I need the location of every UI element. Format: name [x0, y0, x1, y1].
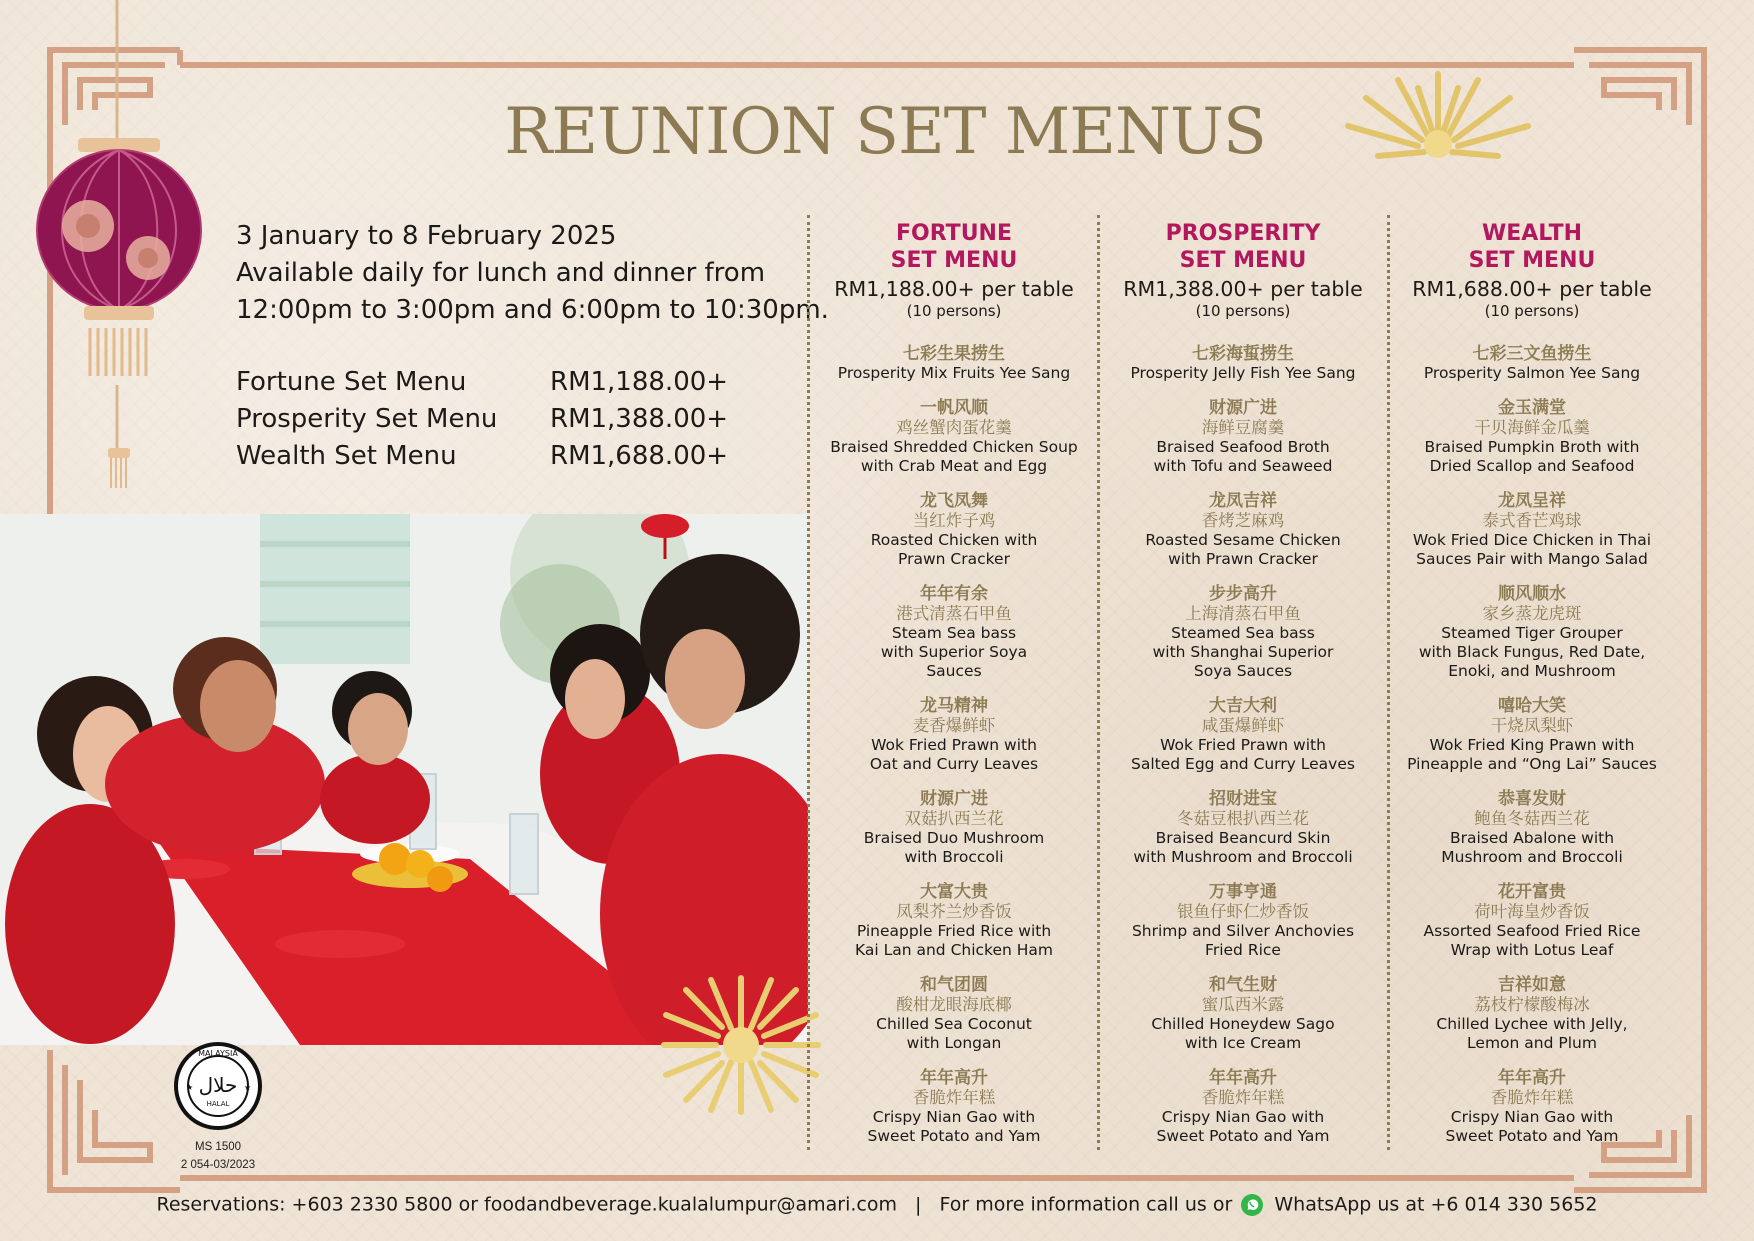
dish-english-name: Assorted Seafood Fried Rice Wrap with Lotus Leaf — [1423, 922, 1641, 959]
page-title: REUNION SET MENUS — [504, 95, 1266, 169]
dish-chinese-name: 咸蛋爆鲜虾 — [1201, 716, 1285, 735]
dish-item — [1396, 1068, 1668, 1146]
price-name: Prosperity Set Menu — [236, 404, 498, 434]
dish-item — [1107, 1068, 1379, 1146]
dish-english-name: Braised Beancurd Skin with Mushroom and Broccoli — [1133, 829, 1353, 866]
dish-item — [818, 882, 1090, 960]
price-name: Fortune Set Menu — [236, 367, 467, 397]
dish-english-name: Crispy Nian Gao with Sweet Potato and Yam — [867, 1108, 1041, 1145]
dish-chinese-name: 干烧凤梨虾 — [1490, 716, 1574, 735]
dish-chinese-title: 吉祥如意 — [1498, 975, 1566, 995]
halal-latin-text: HALAL — [206, 1100, 230, 1108]
dish-english-name: Steam Sea bass with Superior Soya Sauces — [880, 624, 1028, 680]
dish-chinese-title: 年年有余 — [920, 584, 988, 604]
dish-chinese-title: 龙马精神 — [920, 696, 988, 716]
dish-chinese-title: 花开富贵 — [1498, 882, 1566, 902]
dish-chinese-title: 龙飞凤舞 — [920, 491, 988, 511]
dish-item — [1396, 975, 1668, 1053]
menu-price: RM1,688.00+ per table — [1412, 277, 1652, 301]
dish-english-name: Pineapple Fried Rice with Kai Lan and Chicken Ham — [854, 922, 1054, 959]
dish-english-name: Prosperity Jelly Fish Yee Sang — [1130, 364, 1356, 382]
dish-english-name: Wok Fried Dice Chicken in Thai Sauces Pair with Mango Salad — [1412, 531, 1652, 568]
dish-chinese-name: 鸡丝蟹肉蛋花羹 — [896, 418, 1012, 437]
dish-chinese-name: 荷叶海皇炒香饭 — [1474, 902, 1590, 921]
dish-chinese-name: 凤梨芥兰炒香饭 — [896, 902, 1012, 921]
dish-chinese-name: 双菇扒西兰花 — [904, 809, 1004, 828]
dish-chinese-name: 荔枝柠檬酸梅冰 — [1474, 995, 1590, 1014]
dish-english-name: Crispy Nian Gao with Sweet Potato and Yam — [1445, 1108, 1619, 1145]
dish-english-name: Wok Fried Prawn with Salted Egg and Curry Leaves — [1131, 736, 1355, 773]
menu-price: RM1,188.00+ per table — [834, 277, 1074, 301]
chrysanthemum-icon — [1338, 66, 1538, 174]
availability-line-1: Available daily for lunch and dinner from — [236, 258, 766, 288]
dish-item — [1107, 975, 1379, 1053]
menu-title: FORTUNE SET MENU — [890, 221, 1018, 273]
dish-english-name: Prosperity Mix Fruits Yee Sang — [837, 364, 1071, 382]
menu-title: PROSPERITY SET MENU — [1165, 221, 1321, 273]
dish-chinese-title: 财源广进 — [1209, 398, 1277, 418]
availability-info — [236, 218, 829, 329]
dish-item — [1107, 882, 1379, 960]
halal-cert-2: 2 054-03/2023 — [180, 1159, 256, 1171]
dish-chinese-title: 年年高升 — [1498, 1068, 1566, 1088]
dish-chinese-name: 银鱼仔虾仁炒香饭 — [1177, 902, 1309, 921]
dish-item — [1107, 696, 1379, 774]
dish-chinese-title: 和气团圆 — [920, 975, 988, 995]
dish-chinese-name: 鲍鱼冬菇西兰花 — [1474, 809, 1590, 828]
dish-chinese-title: 步步高升 — [1209, 584, 1277, 604]
price-value: RM1,388.00+ — [550, 404, 729, 434]
family-dinner-photo — [0, 514, 808, 1045]
dish-english-name: Chilled Honeydew Sago with Ice Cream — [1151, 1015, 1335, 1052]
dish-chinese-title: 嘻哈大笑 — [1498, 696, 1566, 716]
menu-column-wealth — [1396, 220, 1668, 1161]
dish-chinese-title: 财源广进 — [920, 789, 988, 809]
dish-list — [1396, 344, 1668, 1146]
dish-item — [1396, 491, 1668, 569]
dish-english-name: Shrimp and Silver Anchovies Fried Rice — [1131, 922, 1355, 959]
dish-chinese-name: 海鲜豆腐羹 — [1201, 418, 1285, 437]
dish-chinese-title: 大吉大利 — [1209, 696, 1277, 716]
dish-chinese-name: 酸柑龙眼海底椰 — [896, 995, 1012, 1014]
dish-item — [1107, 584, 1379, 681]
dish-item — [1396, 584, 1668, 681]
dish-chinese-name: 上海清蒸石甲鱼 — [1185, 604, 1301, 623]
dish-chinese-title: 七彩三文鱼捞生 — [1472, 344, 1592, 364]
svg-text:★: ★ — [186, 1083, 194, 1092]
footer-contact — [0, 1190, 1754, 1219]
dish-item — [818, 584, 1090, 681]
dish-chinese-title: 招财进宝 — [1209, 789, 1277, 809]
dish-chinese-name: 蜜瓜西米露 — [1201, 995, 1285, 1014]
date-range: 3 January to 8 February 2025 — [236, 221, 617, 251]
menu-title: WEALTH SET MENU — [1468, 221, 1596, 273]
dish-chinese-name: 香脆炸年糕 — [912, 1088, 996, 1107]
dish-item — [818, 975, 1090, 1053]
dish-english-name: Roasted Chicken with Prawn Cracker — [870, 531, 1038, 568]
column-divider — [1097, 215, 1100, 1150]
price-row — [236, 364, 728, 401]
dish-english-name: Chilled Sea Coconut with Longan — [876, 1015, 1032, 1052]
price-value: RM1,688.00+ — [550, 441, 729, 471]
dish-item — [1107, 789, 1379, 867]
menu-column-fortune — [818, 220, 1090, 1161]
dish-chinese-title: 恭喜发财 — [1498, 789, 1566, 809]
dish-chinese-title: 和气生财 — [1209, 975, 1277, 995]
dish-english-name: Prosperity Salmon Yee Sang — [1423, 364, 1641, 382]
separator: | — [915, 1193, 922, 1216]
dish-item — [818, 696, 1090, 774]
dish-english-name: Wok Fried Prawn with Oat and Curry Leaves — [869, 736, 1039, 773]
menu-column-prosperity — [1107, 220, 1379, 1161]
lantern-icon — [28, 138, 210, 493]
dish-chinese-title: 万事亨通 — [1209, 882, 1277, 902]
dish-item — [1396, 696, 1668, 774]
availability-line-2: 12:00pm to 3:00pm and 6:00pm to 10:30pm. — [236, 295, 829, 325]
dish-chinese-name: 冬菇豆根扒西兰花 — [1177, 809, 1309, 828]
dish-english-name: Steamed Tiger Grouper with Black Fungus, Red Date, Enoki, and Mushroom — [1418, 624, 1646, 680]
dish-english-name: Braised Pumpkin Broth with Dried Scallop and Seafood — [1424, 438, 1640, 475]
halal-cert-1: MS 1500 — [194, 1141, 242, 1153]
dish-item — [818, 789, 1090, 867]
dish-item — [1396, 344, 1668, 383]
price-name: Wealth Set Menu — [236, 441, 457, 471]
menu-note: (10 persons) — [1484, 302, 1580, 320]
dish-item — [818, 398, 1090, 476]
dish-chinese-title: 七彩生果捞生 — [903, 344, 1005, 364]
menu-note: (10 persons) — [906, 302, 1002, 320]
dish-item — [1107, 398, 1379, 476]
column-divider — [1387, 215, 1390, 1150]
dish-list — [818, 344, 1090, 1146]
dish-english-name: Chilled Lychee with Jelly, Lemon and Plum — [1436, 1015, 1628, 1052]
dish-chinese-name: 香烤芝麻鸡 — [1201, 511, 1285, 530]
dish-chinese-title: 龙凤吉祥 — [1209, 491, 1277, 511]
svg-text:★: ★ — [244, 1083, 252, 1092]
dish-chinese-name: 家乡蒸龙虎斑 — [1482, 604, 1582, 623]
dish-english-name: Braised Shredded Chicken Soup with Crab Meat and Egg — [830, 438, 1078, 475]
dish-english-name: Crispy Nian Gao with Sweet Potato and Yam — [1156, 1108, 1330, 1145]
dish-english-name: Braised Abalone with Mushroom and Broccoli — [1441, 829, 1623, 866]
menu-note: (10 persons) — [1195, 302, 1291, 320]
dish-english-name: Braised Duo Mushroom with Broccoli — [863, 829, 1045, 866]
menu-price: RM1,388.00+ per table — [1123, 277, 1363, 301]
dish-chinese-title: 大富大贵 — [920, 882, 988, 902]
dish-item — [1396, 789, 1668, 867]
dish-chinese-title: 龙凤呈祥 — [1498, 491, 1566, 511]
dish-chinese-title: 年年高升 — [1209, 1068, 1277, 1088]
column-divider — [807, 215, 810, 1150]
halal-seal-icon — [172, 1040, 264, 1132]
dish-list — [1107, 344, 1379, 1146]
dish-chinese-title: 七彩海蜇捞生 — [1192, 344, 1294, 364]
dish-english-name: Wok Fried King Prawn with Pineapple and “Ong Lai” Sauces — [1407, 736, 1657, 773]
dish-item — [818, 1068, 1090, 1146]
dish-chinese-title: 顺风顺水 — [1498, 584, 1566, 604]
dish-chinese-name: 香脆炸年糕 — [1490, 1088, 1574, 1107]
dish-chinese-title: 年年高升 — [920, 1068, 988, 1088]
dish-english-name: Steamed Sea bass with Shanghai Superior Soya Sauces — [1152, 624, 1334, 680]
reservations-text: Reservations: +603 2330 5800 or foodandbeverage.kualalumpur@amari.com — [156, 1193, 897, 1216]
more-info-text: For more information call us or — [939, 1193, 1233, 1216]
price-summary — [236, 364, 728, 475]
halal-arabic-text: حلال — [198, 1073, 238, 1097]
dish-chinese-name: 麦香爆鲜虾 — [912, 716, 996, 735]
dish-item — [818, 344, 1090, 383]
dish-chinese-name: 当红炸子鸡 — [912, 511, 996, 530]
dish-english-name: Roasted Sesame Chicken with Prawn Cracker — [1145, 531, 1341, 568]
dish-chinese-name: 泰式香芒鸡球 — [1482, 511, 1582, 530]
dish-chinese-name: 香脆炸年糕 — [1201, 1088, 1285, 1107]
whatsapp-icon — [1240, 1193, 1264, 1217]
price-value: RM1,188.00+ — [550, 367, 729, 397]
dish-chinese-name: 干贝海鲜金瓜羹 — [1474, 418, 1590, 437]
dish-chinese-title: 一帆风顺 — [920, 398, 988, 418]
halal-ring-text: MALAYSIA — [198, 1049, 238, 1058]
dish-chinese-name: 港式清蒸石甲鱼 — [896, 604, 1012, 623]
whatsapp-text: WhatsApp us at +6 014 330 5652 — [1274, 1193, 1598, 1216]
price-row — [236, 401, 728, 438]
dish-item — [1396, 882, 1668, 960]
dish-item — [1107, 491, 1379, 569]
dish-item — [1107, 344, 1379, 383]
dish-item — [818, 491, 1090, 569]
dish-item — [1396, 398, 1668, 476]
halal-logo — [172, 1040, 264, 1172]
dish-english-name: Braised Seafood Broth with Tofu and Seaweed — [1153, 438, 1333, 475]
dish-chinese-title: 金玉满堂 — [1498, 398, 1566, 418]
chrysanthemum-icon — [656, 970, 826, 1120]
price-row — [236, 438, 728, 475]
